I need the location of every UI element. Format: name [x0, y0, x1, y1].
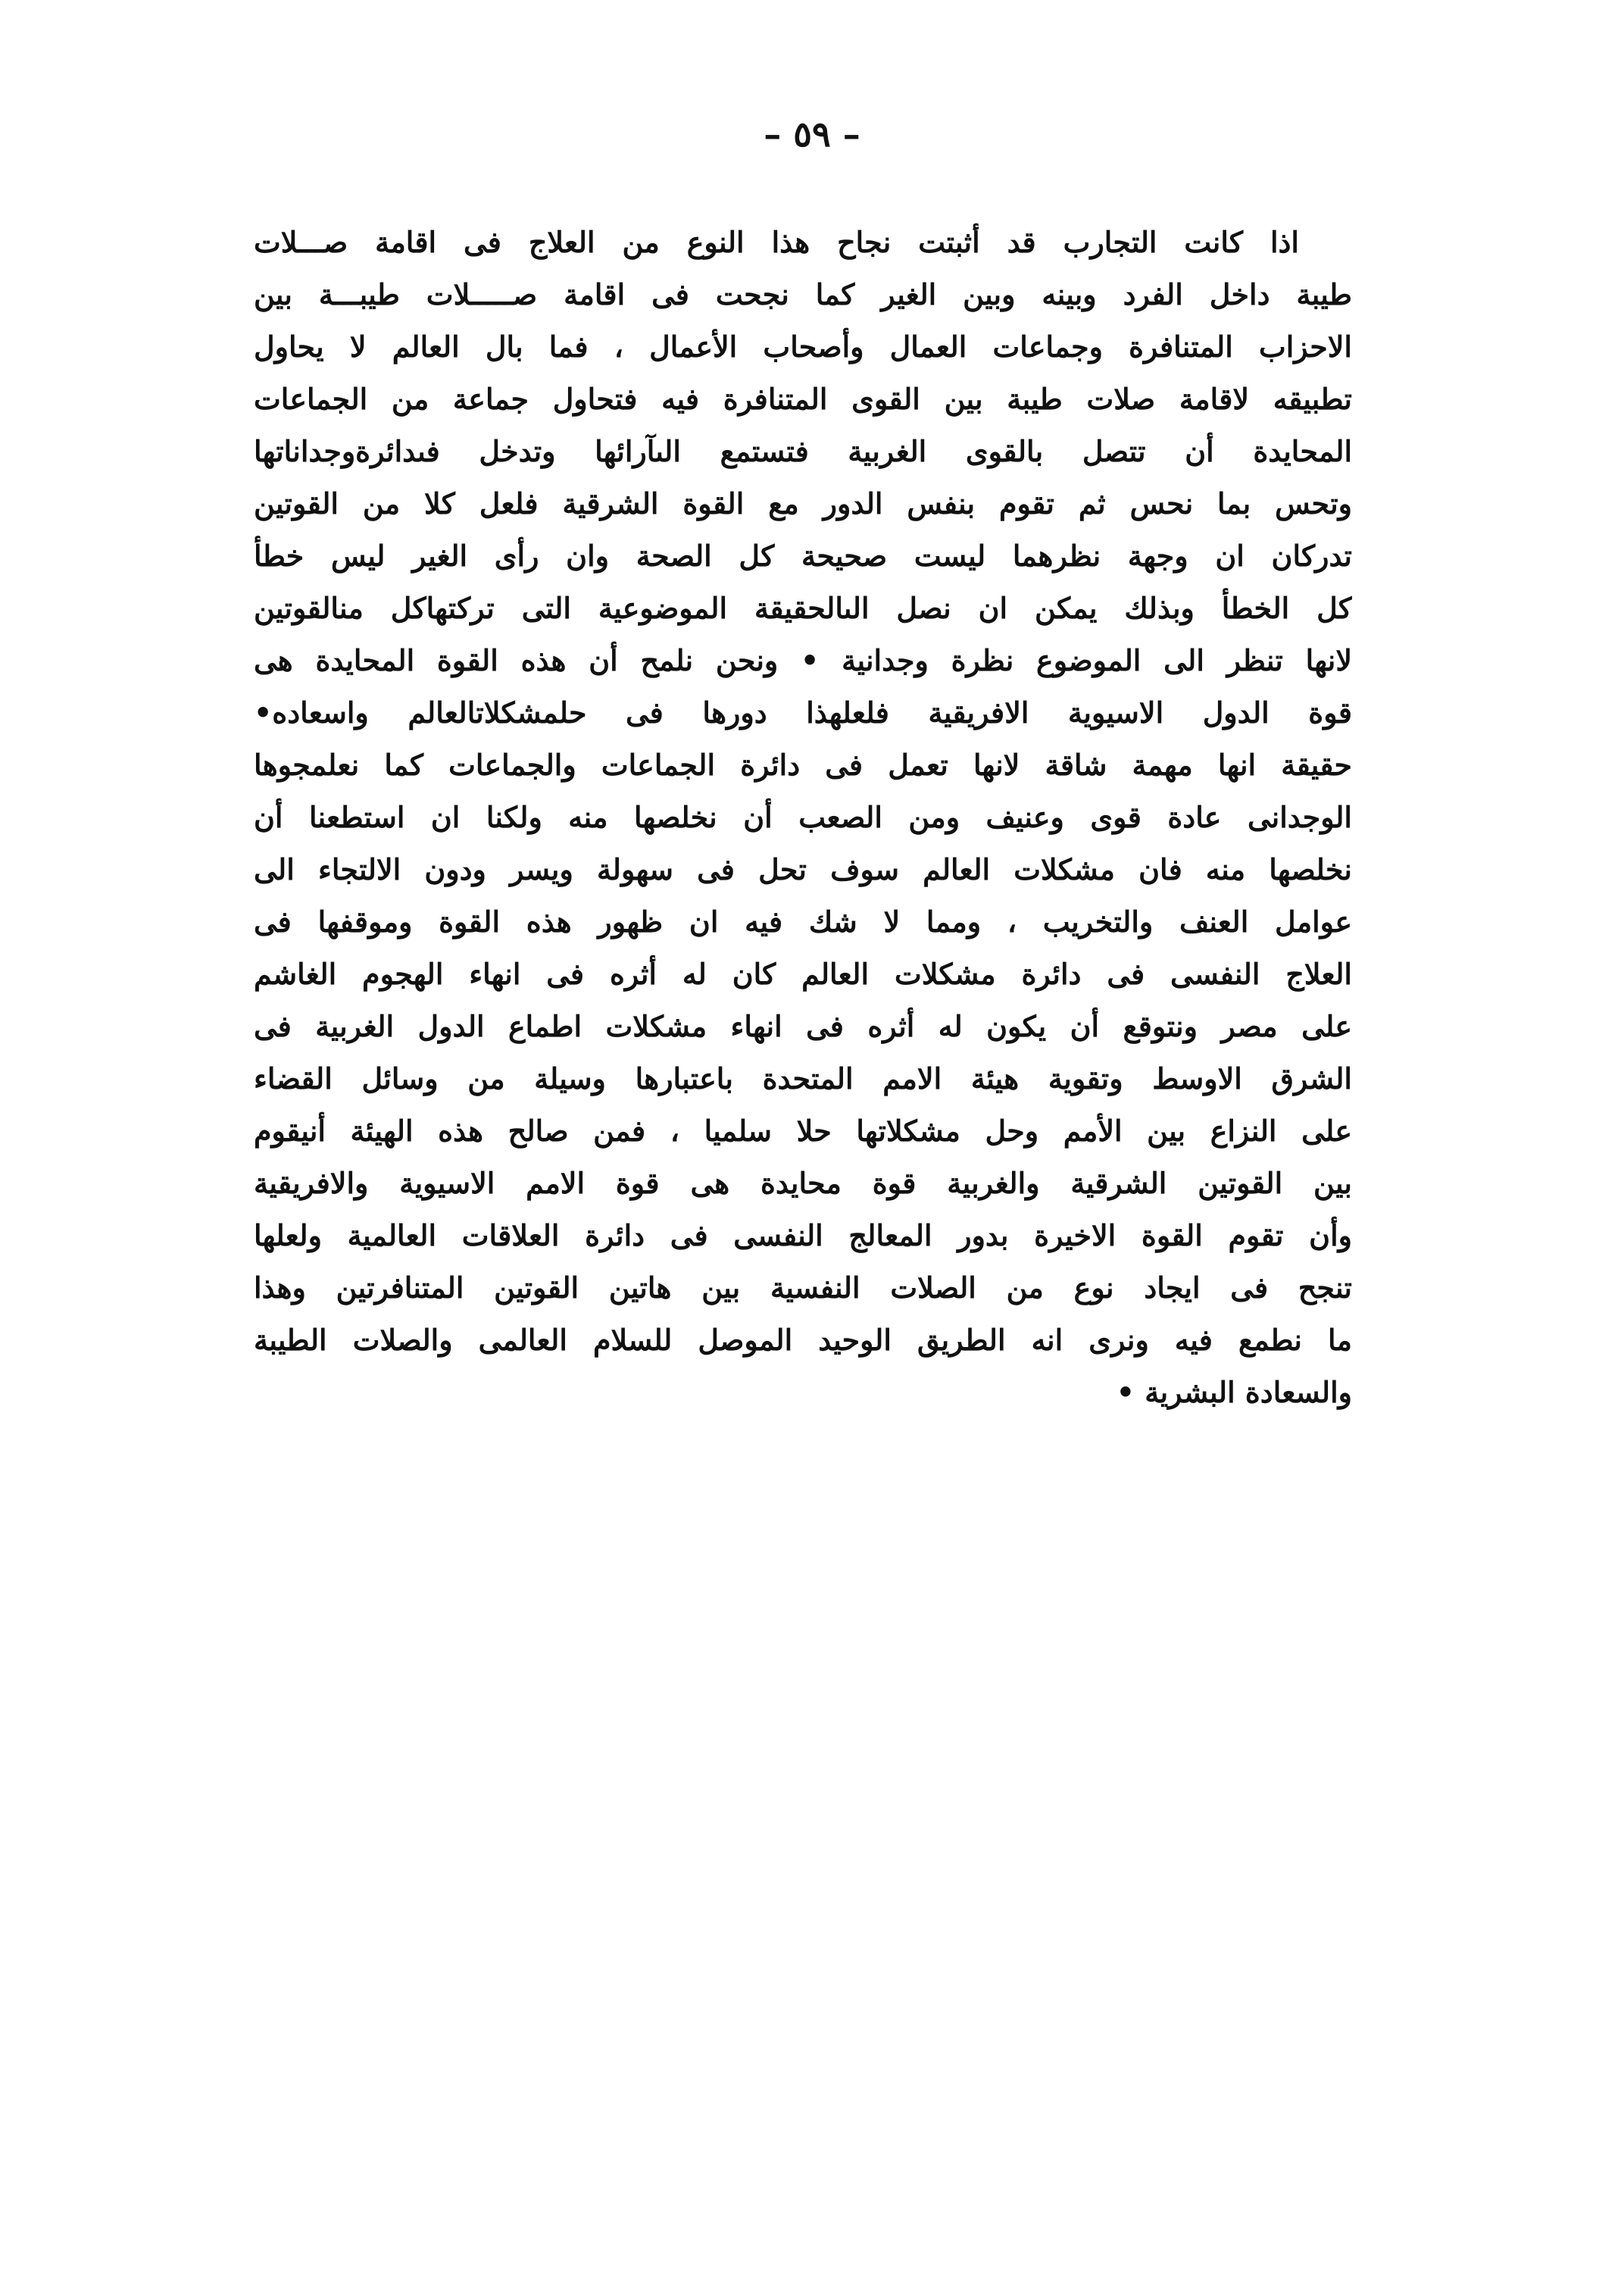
text-line: اذا كانت التجارب قد أثبتت نجاح هذا النوع من العلاج فى اقامة صـــلات	[254, 225, 1299, 259]
text-line: عوامل العنف والتخريب ، ومما لا شك فيه ان ظهور هذه القوة وموقفها فى	[254, 905, 1352, 939]
page-number: – ٥٩ –	[764, 114, 860, 155]
text-line: تطبيقه لاقامة صلات طيبة بين القوى المتنافرة فيه فتحاول جماعة من الجماعات	[254, 382, 1352, 416]
text-line: الاحزاب المتنافرة وجماعات العمال وأصحاب الأعمال ، فما بال العالم لا يحاول	[254, 330, 1352, 364]
text-line: طيبة داخل الفرد وبينه وبين الغير كما نجحت فى اقامة صـــــلات طيبـــة بين	[254, 277, 1352, 311]
text-line: نخلصها منه فان مشكلات العالم سوف تحل فى سهولة ويسر ودون الالتجاء الى	[254, 852, 1352, 886]
text-line: ما نطمع فيه ونرى انه الطريق الوحيد الموصل للسلام العالمى والصلات الطيبة	[254, 1323, 1352, 1357]
text-line: كل الخطأ وبذلك يمكن ان نصل الىالحقيقة الموضوعية التى تركتهاكل منالقوتين	[254, 591, 1352, 625]
text-line: قوة الدول الاسيوية الافريقية فلعلهذا دورها فى حلمشكلاتالعالم واسعاده•	[254, 695, 1352, 730]
text-line: تنجح فى ايجاد نوع من الصلات النفسية بين هاتين القوتين المتنافرتين وهذا	[254, 1271, 1352, 1305]
text-line: والسعادة البشرية •	[1116, 1375, 1352, 1409]
body-paragraph	[254, 216, 1352, 1418]
text-line: وأن تقوم القوة الاخيرة بدور المعالج النفسى فى دائرة العلاقات العالمية ولعلها	[254, 1218, 1352, 1252]
text-line: الشرق الاوسط وتقوية هيئة الامم المتحدة باعتبارها وسيلة من وسائل القضاء	[254, 1061, 1352, 1095]
text-line: العلاج النفسى فى دائرة مشكلات العالم كان له أثره فى انهاء الهجوم الغاشم	[254, 957, 1352, 991]
text-line: تدركان ان وجهة نظرهما ليست صحيحة كل الصحة وان رأى الغير ليس خطأ	[254, 539, 1352, 573]
text-line: وتحس بما نحس ثم تقوم بنفس الدور مع القوة الشرقية فلعل كلا من القوتين	[254, 486, 1352, 520]
text-line: على النزاع بين الأمم وحل مشكلاتها حلا سلميا ، فمن صالح هذه الهيئة أنيقوم	[254, 1114, 1352, 1148]
text-line: بين القوتين الشرقية والغربية قوة محايدة هى قوة الامم الاسيوية والافريقية	[254, 1166, 1352, 1200]
text-line: حقيقة انها مهمة شاقة لانها تعمل فى دائرة الجماعات والجماعات كما نعلمجوها	[254, 748, 1352, 782]
text-line: على مصر ونتوقع أن يكون له أثره فى انهاء مشكلات اطماع الدول الغربية فى	[254, 1009, 1352, 1043]
text-line: المحايدة أن تتصل بالقوى الغربية فتستمع الىآرائها وتدخل فىدائرةوجداناتها	[254, 434, 1352, 468]
text-line: الوجدانى عادة قوى وعنيف ومن الصعب أن نخلصها منه ولكنا ان استطعنا أن	[254, 800, 1352, 834]
text-line: لانها تنظر الى الموضوع نظرة وجدانية • ونحن نلمح أن هذه القوة المحايدة هى	[254, 643, 1352, 677]
